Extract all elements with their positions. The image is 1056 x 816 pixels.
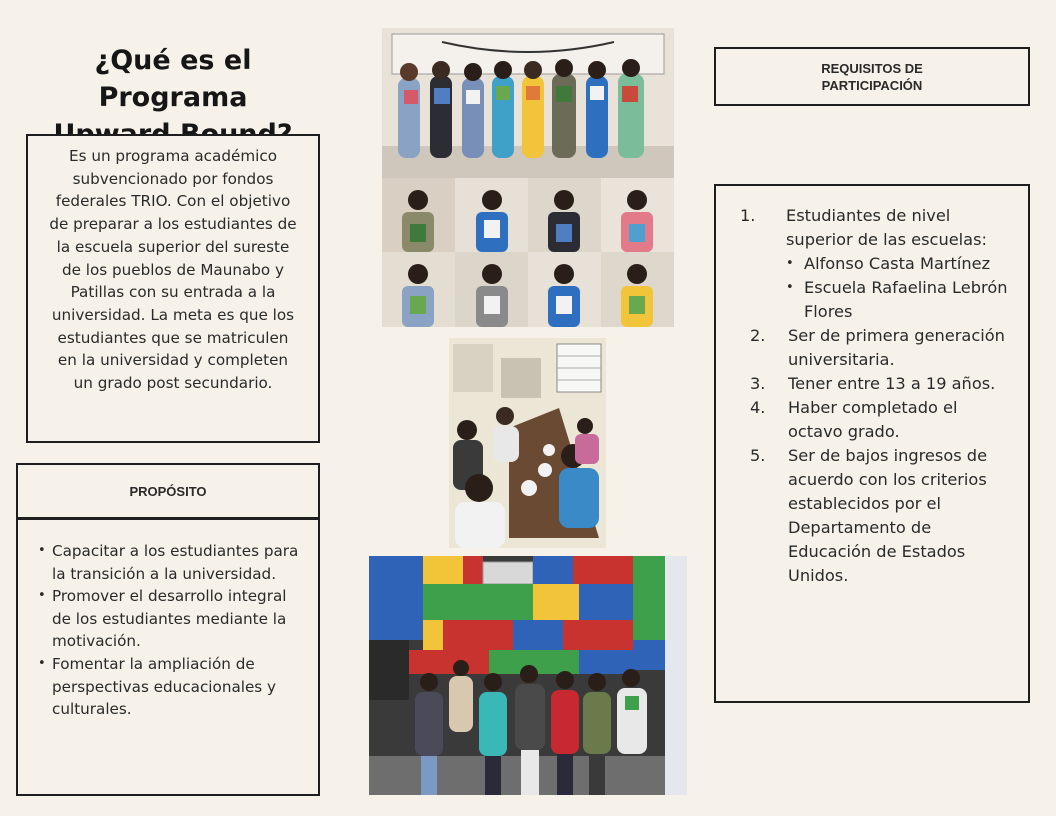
photo-group-paintings-image xyxy=(382,28,674,327)
requirements-list-box xyxy=(714,184,1030,703)
photo-classroom-table-image xyxy=(449,338,606,548)
purpose-list-box xyxy=(16,518,320,796)
requirement-item xyxy=(740,396,1016,444)
purpose-item: • Fomentar la ampliación de perspectivas educacionales y culturales. xyxy=(38,653,308,721)
requirements-heading-line-1: REQUISITOS DE xyxy=(821,60,923,76)
requirements-heading-line-2: PARTICIPACIÓN xyxy=(821,77,923,93)
purpose-item: • Capacitar a los estudiantes para la transición a la universidad. xyxy=(38,540,308,585)
title-line-1: ¿Qué es el Programa xyxy=(94,45,252,113)
requirement-number: 1. xyxy=(740,206,756,225)
photo-classroom-table xyxy=(449,338,606,548)
photo-block-wall-group-image xyxy=(369,556,687,795)
requirement-item xyxy=(740,444,1016,588)
requirement-number: 3. xyxy=(750,374,766,393)
requirements-list xyxy=(740,204,1016,588)
purpose-list xyxy=(38,540,308,721)
school-list xyxy=(786,252,1016,324)
requirement-item xyxy=(740,324,1016,372)
requirement-text: Tener entre 13 a 19 años. xyxy=(788,374,996,393)
requirement-item xyxy=(740,372,1016,396)
purpose-heading-box xyxy=(16,463,320,519)
requirement-text: Ser de bajos ingresos de acuerdo con los criterios establecidos por el Departamento de Educación de Estados Unidos. xyxy=(788,446,988,585)
requirements-heading xyxy=(821,60,923,94)
requirements-heading-box xyxy=(714,47,1030,106)
requirement-text: Estudiantes de nivel superior de las escuelas: xyxy=(786,206,987,249)
purpose-item: • Promover el desarrollo integral de los estudiantes mediante la motivación. xyxy=(38,585,308,653)
requirement-text: Haber completado el octavo grado. xyxy=(788,398,958,441)
intro-text: Es un programa académico subvencionado por fondos federales TRIO. Con el objetivo de preparar a los estudiantes de la escuela superior del sureste de los pueblos de Maunabo y Patillas con su entrada a la universidad. La meta es que los estudiantes que se matriculen en la universidad y completen un grado post secundario. xyxy=(49,147,297,393)
school-item: • Escuela Rafaelina Lebrón Flores xyxy=(786,276,1016,324)
requirement-text: Ser de primera generación universitaria. xyxy=(788,326,1005,369)
photo-block-wall-group xyxy=(369,556,687,795)
intro-box xyxy=(26,134,320,443)
requirement-number: 2. xyxy=(750,326,766,345)
purpose-heading: PROPÓSITO xyxy=(129,483,207,499)
requirement-number: 4. xyxy=(750,398,766,417)
photo-group-paintings xyxy=(382,28,674,327)
requirement-number: 5. xyxy=(750,446,766,465)
requirement-item xyxy=(740,204,1016,324)
school-item: • Alfonso Casta Martínez xyxy=(786,252,1016,276)
